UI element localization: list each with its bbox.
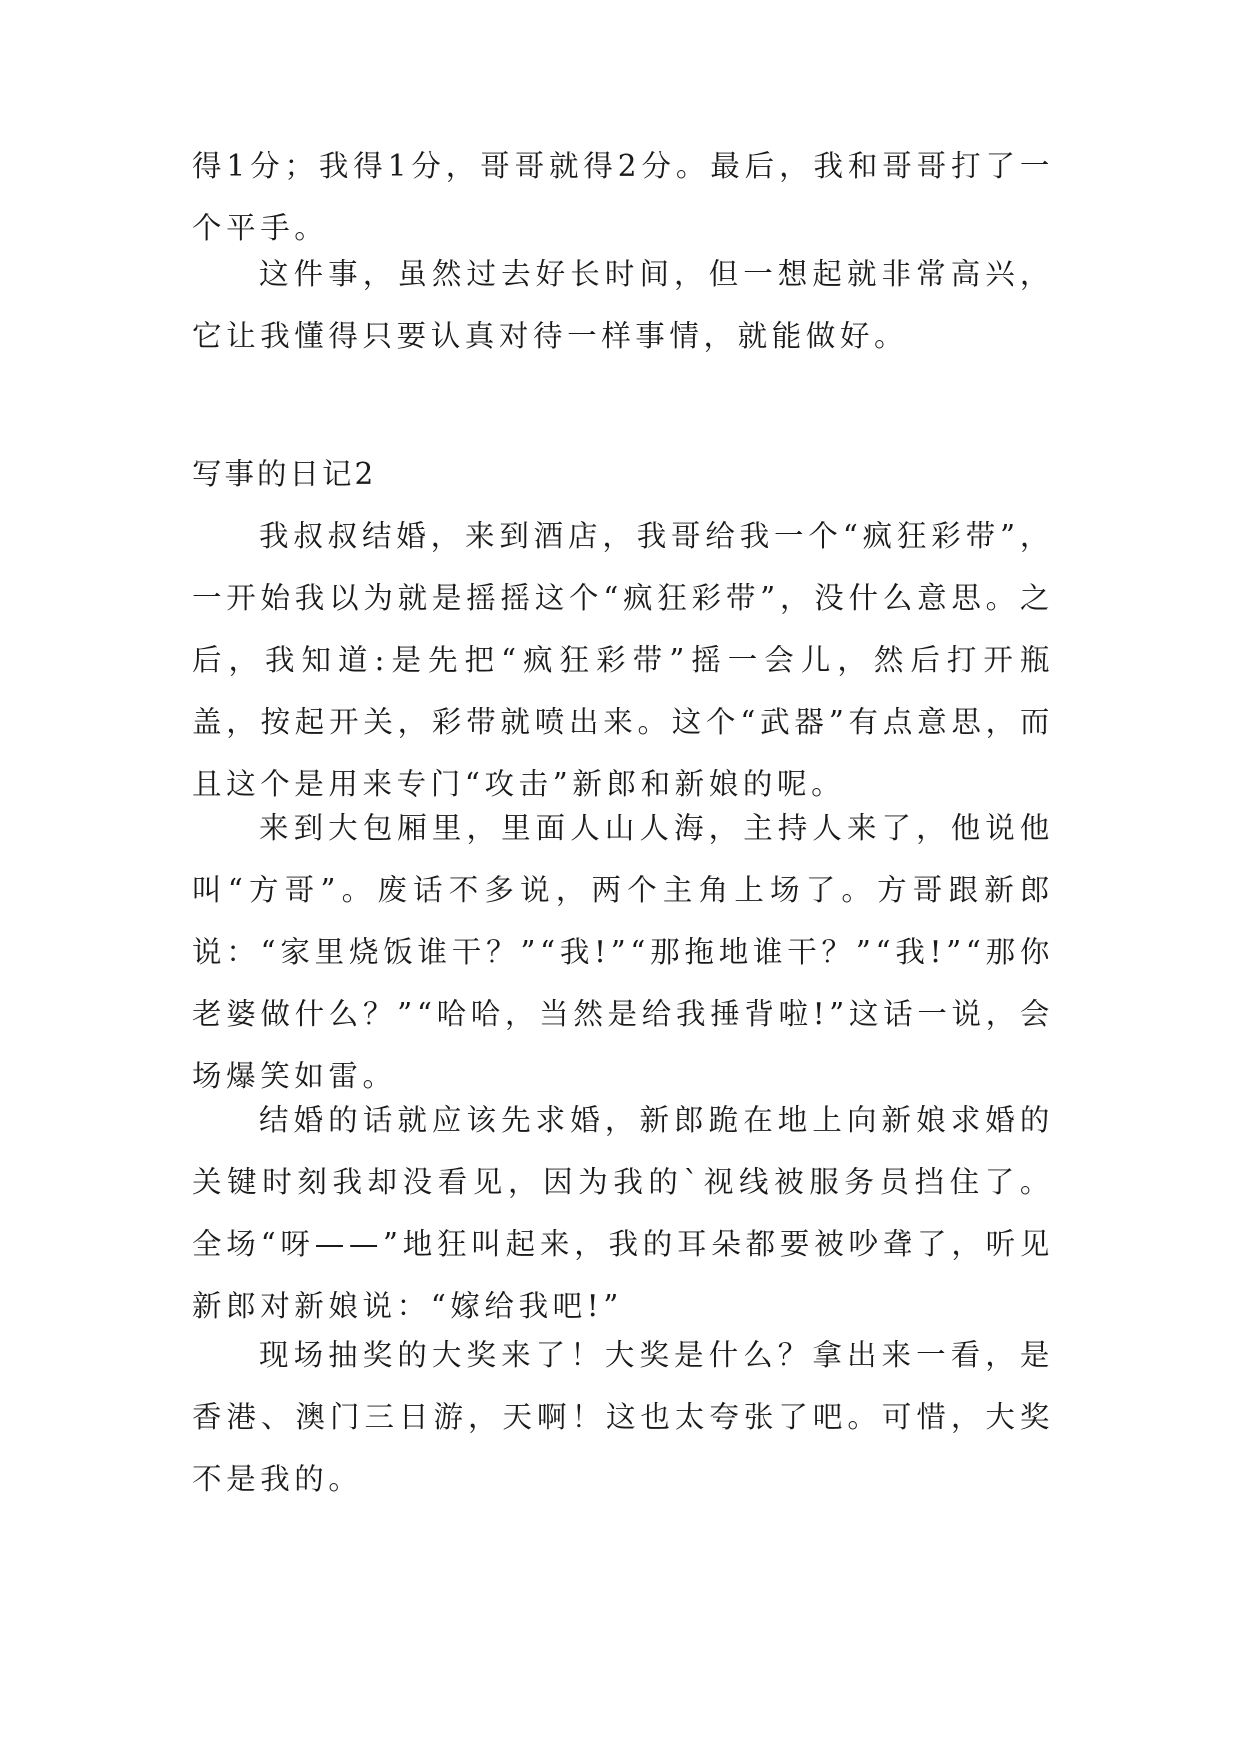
paragraph-wedding-4: 现场抽奖的大奖来了！大奖是什么？拿出来一看，是香港、澳门三日游，天啊！这也太夸张了吧。可惜，大奖不是我的。: [192, 1338, 1054, 1496]
paragraph-wedding-2: 来到大包厢里，里面人山人海，主持人来了，他说他叫“方哥”。废话不多说，两个主角上场了。方哥跟新郎说：“家里烧饭谁干？”“我!”“那拖地谁干？”“我!”“那你老婆做什么？”“哈哈，当然是给我捶背啦!”这话一说，会场爆笑如雷。: [192, 811, 1054, 1093]
paragraph-wedding-1: 我叔叔结婚，来到酒店，我哥给我一个“疯狂彩带”，一开始我以为就是摇摇这个“疯狂彩带”，没什么意思。之后，我知道:是先把“疯狂彩带”摇一会儿，然后打开瓶盖，按起开关，彩带就喷出来。这个“武器”有点意思，而且这个是用来专门“攻击”新郎和新娘的呢。: [192, 519, 1054, 801]
paragraph-wedding-3: 结婚的话就应该先求婚，新郎跪在地上向新娘求婚的关键时刻我却没看见，因为我的`视线被服务员挡住了。全场“呀——”地狂叫起来，我的耳朵都要被吵聋了，听见新郎对新娘说：“嫁给我吧!”: [192, 1103, 1054, 1323]
paragraph-continued: 得1分；我得1分，哥哥就得2分。最后，我和哥哥打了一个平手。: [192, 149, 1054, 245]
paragraph-reflection: 这件事，虽然过去好长时间，但一想起就非常高兴，它让我懂得只要认真对待一样事情，就能做好。: [192, 257, 1054, 353]
section-title: 写事的日记2: [192, 457, 377, 491]
